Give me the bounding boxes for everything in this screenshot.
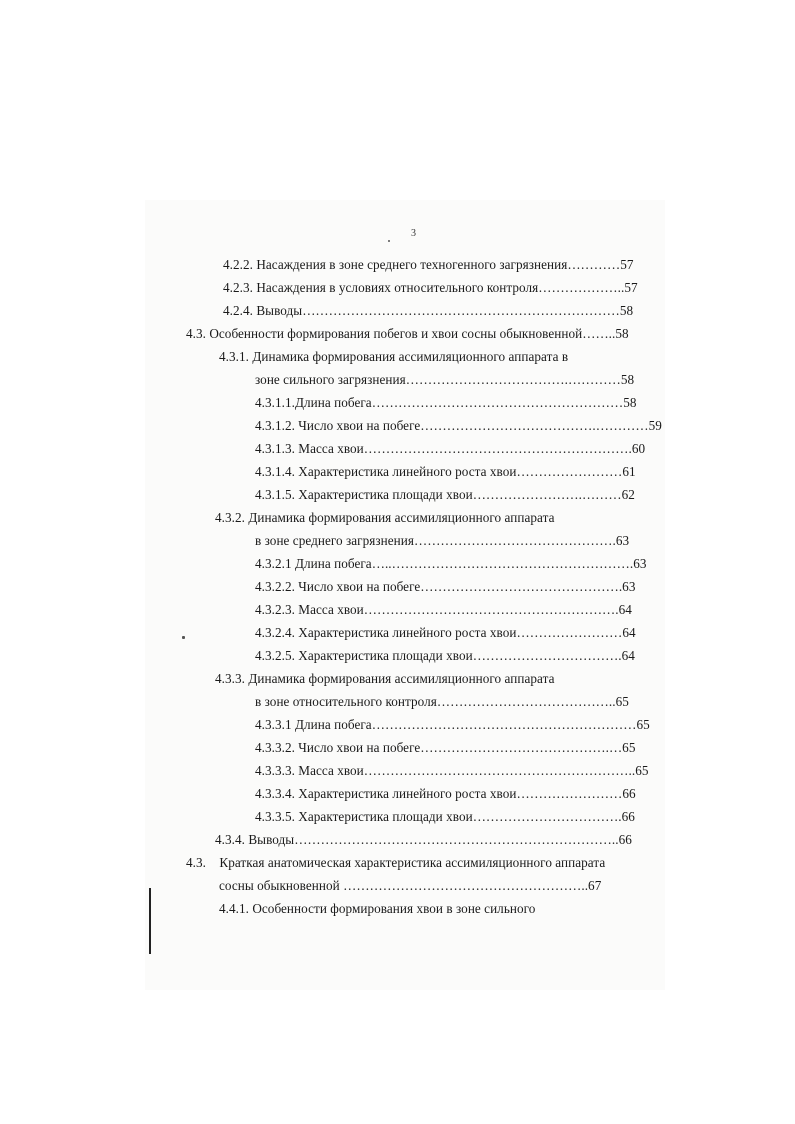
toc-entry-4-3-1-5: 4.3.1.5. Характеристика площади хвои…………………….………62 bbox=[255, 487, 635, 502]
scan-speck bbox=[388, 240, 390, 242]
toc-entry-4-3-3-5: 4.3.3.5. Характеристика площади хвои…………………………….66 bbox=[255, 809, 635, 824]
toc-entry-4-3-2-5: 4.3.2.5. Характеристика площади хвои…………………………….64 bbox=[255, 648, 635, 663]
toc-entry-4-4-1: 4.4.1. Особенности формирования хвои в зоне сильного bbox=[219, 901, 536, 916]
scan-speck bbox=[182, 636, 185, 639]
toc-entry-4-3-1-cont: зоне сильного загрязнения……………………………….…………58 bbox=[255, 372, 635, 387]
toc-entry-4-3-1-1: 4.3.1.1.Длина побега…………………………………………………58 bbox=[255, 395, 637, 410]
toc-entry-4-3-3-3: 4.3.3.3. Масса хвои……………………………………………………..65 bbox=[255, 763, 649, 778]
toc-entry-4-3: 4.3. Особенности формирования побегов и хвои сосны обыкновенной……..58 bbox=[186, 326, 629, 341]
toc-entry-4-2-3: 4.2.3. Насаждения в условиях относительного контроля………………..57 bbox=[223, 280, 638, 295]
toc-entry-4-3-1-3: 4.3.1.3. Масса хвои…………………………………………………….60 bbox=[255, 441, 646, 456]
toc-entry-4-3-2-cont: в зоне среднего загрязнения……………………………………….63 bbox=[255, 533, 630, 548]
toc-entry-4-3-2: 4.3.2. Динамика формирования ассимиляционного аппарата bbox=[215, 510, 555, 525]
page-number: 3 bbox=[411, 228, 416, 239]
toc-entry-4-3-anatomy: 4.3. Краткая анатомическая характеристика ассимиляционного аппарата bbox=[186, 855, 606, 870]
toc-entry-4-3-2-3: 4.3.2.3. Масса хвои………………………………………………….64 bbox=[255, 602, 632, 617]
toc-entry-4-3-3: 4.3.3. Динамика формирования ассимиляционного аппарата bbox=[215, 671, 555, 686]
toc-entry-4-3-2-2: 4.3.2.2. Число хвои на побеге……………………………………….63 bbox=[255, 579, 636, 594]
toc-entry-4-3-2-1: 4.3.2.1 Длина побега…..……………………………………………….63 bbox=[255, 556, 647, 571]
scan-margin-mark bbox=[149, 888, 151, 954]
toc-entry-4-2-2: 4.2.2. Насаждения в зоне среднего техногенного загрязнения…………57 bbox=[223, 257, 634, 272]
toc-entry-4-3-3-1: 4.3.3.1 Длина побега……………………………………………………65 bbox=[255, 717, 650, 732]
toc-entry-4-3-1: 4.3.1. Динамика формирования ассимиляционного аппарата в bbox=[219, 349, 569, 364]
toc-entry-4-3-1-4: 4.3.1.4. Характеристика линейного роста хвои……………………61 bbox=[255, 464, 636, 479]
toc-entry-4-3-3-4: 4.3.3.4. Характеристика линейного роста хвои……………………66 bbox=[255, 786, 636, 801]
toc-entry-4-3-3-2: 4.3.3.2. Число хвои на побеге…………………………………….…65 bbox=[255, 740, 636, 755]
toc-entry-4-2-4: 4.2.4. Выводы………………………………………………………………58 bbox=[223, 303, 634, 318]
toc-entry-4-3-2-4: 4.3.2.4. Характеристика линейного роста хвои……………………64 bbox=[255, 625, 636, 640]
toc-entry-4-3-anatomy-cont: сосны обыкновенной ………………………………………………..67 bbox=[219, 878, 602, 893]
toc-entry-4-3-4: 4.3.4. Выводы………………………………………………………………..66 bbox=[215, 832, 632, 847]
toc-entry-4-3-1-2: 4.3.1.2. Число хвои на побеге………………………………….…………59 bbox=[255, 418, 662, 433]
toc-entry-4-3-3-cont: в зоне относительного контроля…………………………………..65 bbox=[255, 694, 629, 709]
